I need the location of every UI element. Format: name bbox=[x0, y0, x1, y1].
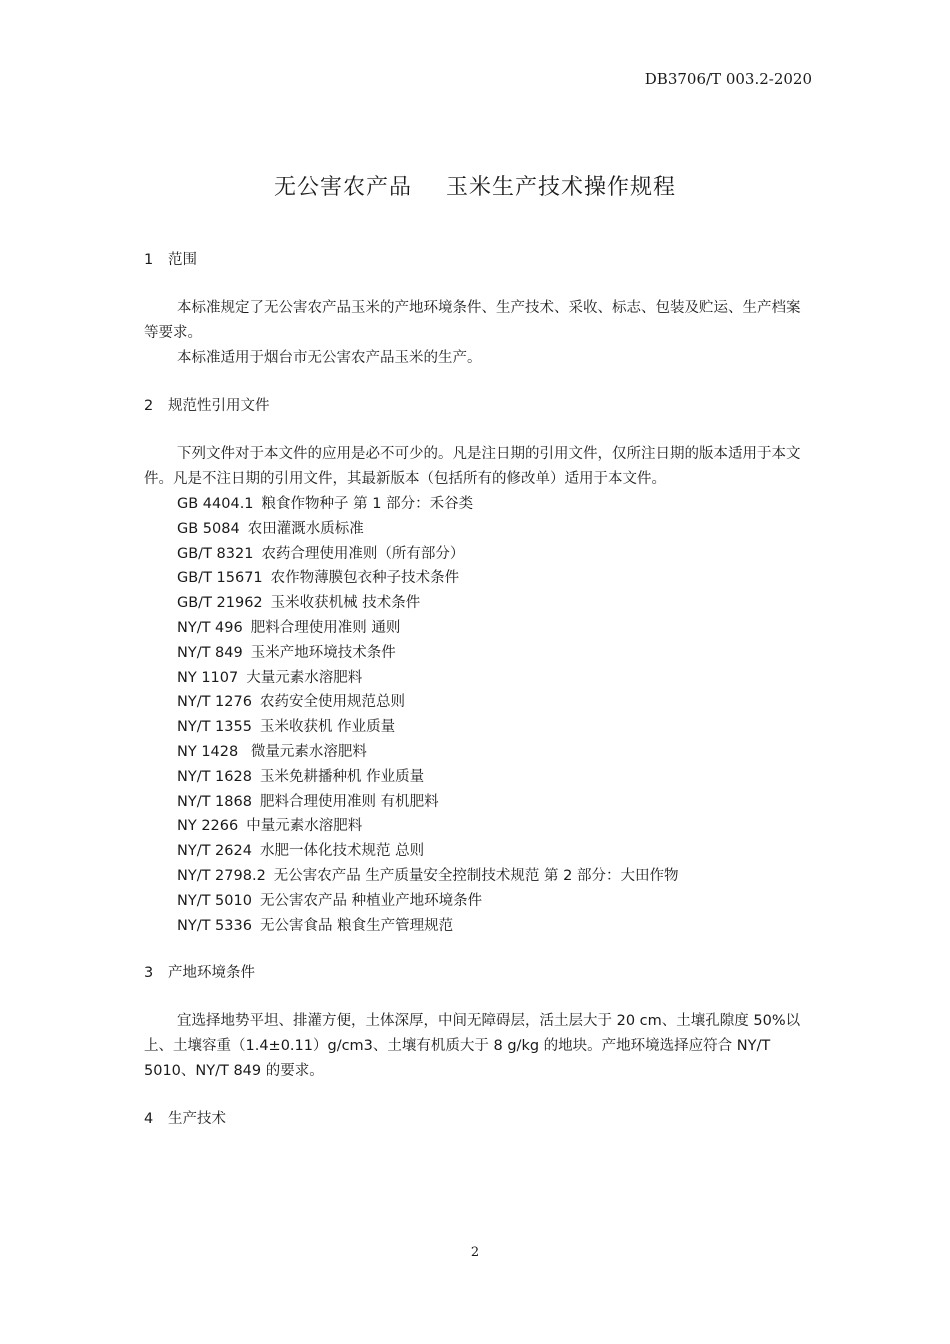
reference-item bbox=[144, 814, 806, 839]
section-4-heading bbox=[144, 1107, 806, 1131]
section-title: 产地环境条件 bbox=[168, 965, 255, 982]
reference-item bbox=[144, 517, 806, 542]
reference-code: NY/T 1868 bbox=[177, 793, 252, 810]
reference-code: NY/T 849 bbox=[177, 644, 243, 661]
reference-code: NY 1107 bbox=[177, 669, 239, 686]
document-code: DB3706/T 003.2-2020 bbox=[644, 70, 812, 88]
reference-title: 大量元素水溶肥料 bbox=[246, 669, 363, 686]
reference-item bbox=[144, 566, 806, 591]
reference-item bbox=[144, 492, 806, 517]
reference-code: GB 5084 bbox=[177, 520, 240, 537]
reference-list bbox=[144, 492, 806, 938]
reference-item bbox=[144, 616, 806, 641]
section-3-heading bbox=[144, 961, 806, 985]
reference-item bbox=[144, 914, 806, 939]
reference-code: NY/T 2798.2 bbox=[177, 867, 266, 884]
reference-code: NY 1428 bbox=[177, 743, 239, 760]
section-3-paragraph: 宜选择地势平坦、排灌方便，土体深厚，中间无障碍层，活土层大于 20 cm、土壤孔隙度 50%以上、土壤容重（1.4±0.11）g/cm3、土壤有机质大于 8 g/kg 的地块。产地环境选择应符合 NY/T 5010、NY/T 849 的要求。 bbox=[144, 1013, 801, 1080]
section-number: 3 bbox=[144, 965, 154, 982]
section-number: 2 bbox=[144, 398, 154, 414]
reference-item bbox=[144, 740, 806, 765]
section-title: 范围 bbox=[168, 252, 197, 268]
reference-title: 农药安全使用规范总则 bbox=[259, 694, 405, 711]
reference-code: GB 4404.1 bbox=[177, 496, 254, 512]
reference-code: NY/T 2624 bbox=[177, 843, 252, 860]
reference-item bbox=[144, 641, 806, 666]
reference-code: NY/T 1355 bbox=[177, 719, 252, 736]
reference-title: 无公害农产品 生产质量安全控制技术规范 第 2 部分：大田作物 bbox=[273, 867, 679, 884]
reference-code: NY/T 1628 bbox=[177, 768, 252, 785]
reference-title: 粮食作物种子 第 1 部分：禾谷类 bbox=[261, 496, 474, 512]
reference-title: 肥料合理使用准则 通则 bbox=[250, 619, 401, 636]
section-title: 生产技术 bbox=[168, 1111, 226, 1128]
reference-code: GB/T 8321 bbox=[177, 545, 254, 562]
section-1-paragraph-2: 本标准适用于烟台市无公害农产品玉米的生产。 bbox=[177, 350, 482, 366]
reference-title: 农药合理使用准则（所有部分） bbox=[261, 545, 465, 562]
reference-title: 玉米收获机 作业质量 bbox=[259, 719, 396, 736]
reference-code: NY/T 5010 bbox=[177, 892, 252, 909]
reference-code: GB/T 15671 bbox=[177, 570, 263, 587]
reference-title: 玉米产地环境技术条件 bbox=[250, 644, 396, 661]
section-title: 规范性引用文件 bbox=[168, 398, 270, 414]
reference-title: 中量元素水溶肥料 bbox=[246, 818, 363, 835]
page-number: 2 bbox=[470, 1245, 480, 1260]
reference-item bbox=[144, 666, 806, 691]
reference-title: 无公害食品 粮食生产管理规范 bbox=[259, 917, 454, 934]
reference-item bbox=[144, 839, 806, 864]
reference-item bbox=[144, 690, 806, 715]
section-number: 1 bbox=[144, 252, 154, 268]
reference-title: 水肥一体化技术规范 总则 bbox=[259, 843, 425, 860]
reference-item bbox=[144, 715, 806, 740]
reference-title: 微量元素水溶肥料 bbox=[246, 743, 367, 760]
reference-title: 肥料合理使用准则 有机肥料 bbox=[259, 793, 439, 810]
reference-title: 农田灌溉水质标准 bbox=[247, 520, 364, 537]
reference-title: 玉米免耕播种机 作业质量 bbox=[259, 768, 425, 785]
section-2-heading bbox=[144, 394, 806, 418]
reference-title: 农作物薄膜包衣种子技术条件 bbox=[270, 570, 460, 587]
reference-item bbox=[144, 889, 806, 914]
section-2-intro: 下列文件对于本文件的应用是必不可少的。凡是注日期的引用文件，仅所注日期的版本适用于本文件。凡是不注日期的引用文件，其最新版本（包括所有的修改单）适用于本文件。 bbox=[144, 446, 801, 487]
document-body bbox=[144, 248, 806, 1131]
title-part-2: 玉米生产技术操作规程 bbox=[446, 175, 677, 200]
section-1-heading bbox=[144, 248, 806, 272]
reference-code: NY/T 1276 bbox=[177, 694, 252, 711]
reference-item bbox=[144, 542, 806, 567]
title-part-1: 无公害农产品 bbox=[273, 175, 412, 200]
reference-code: NY/T 5336 bbox=[177, 917, 252, 934]
reference-code: NY 2266 bbox=[177, 818, 239, 835]
reference-title: 玉米收获机械 技术条件 bbox=[270, 595, 421, 612]
reference-code: NY/T 496 bbox=[177, 619, 243, 636]
page-title bbox=[0, 170, 950, 201]
reference-item bbox=[144, 790, 806, 815]
reference-item bbox=[144, 591, 806, 616]
reference-item bbox=[144, 765, 806, 790]
reference-code: GB/T 21962 bbox=[177, 595, 263, 612]
reference-item bbox=[144, 864, 806, 889]
section-1-paragraph-1: 本标准规定了无公害农产品玉米的产地环境条件、生产技术、采收、标志、包装及贮运、生产档案等要求。 bbox=[144, 300, 801, 341]
section-number: 4 bbox=[144, 1111, 154, 1128]
reference-title: 无公害农产品 种植业产地环境条件 bbox=[259, 892, 483, 909]
